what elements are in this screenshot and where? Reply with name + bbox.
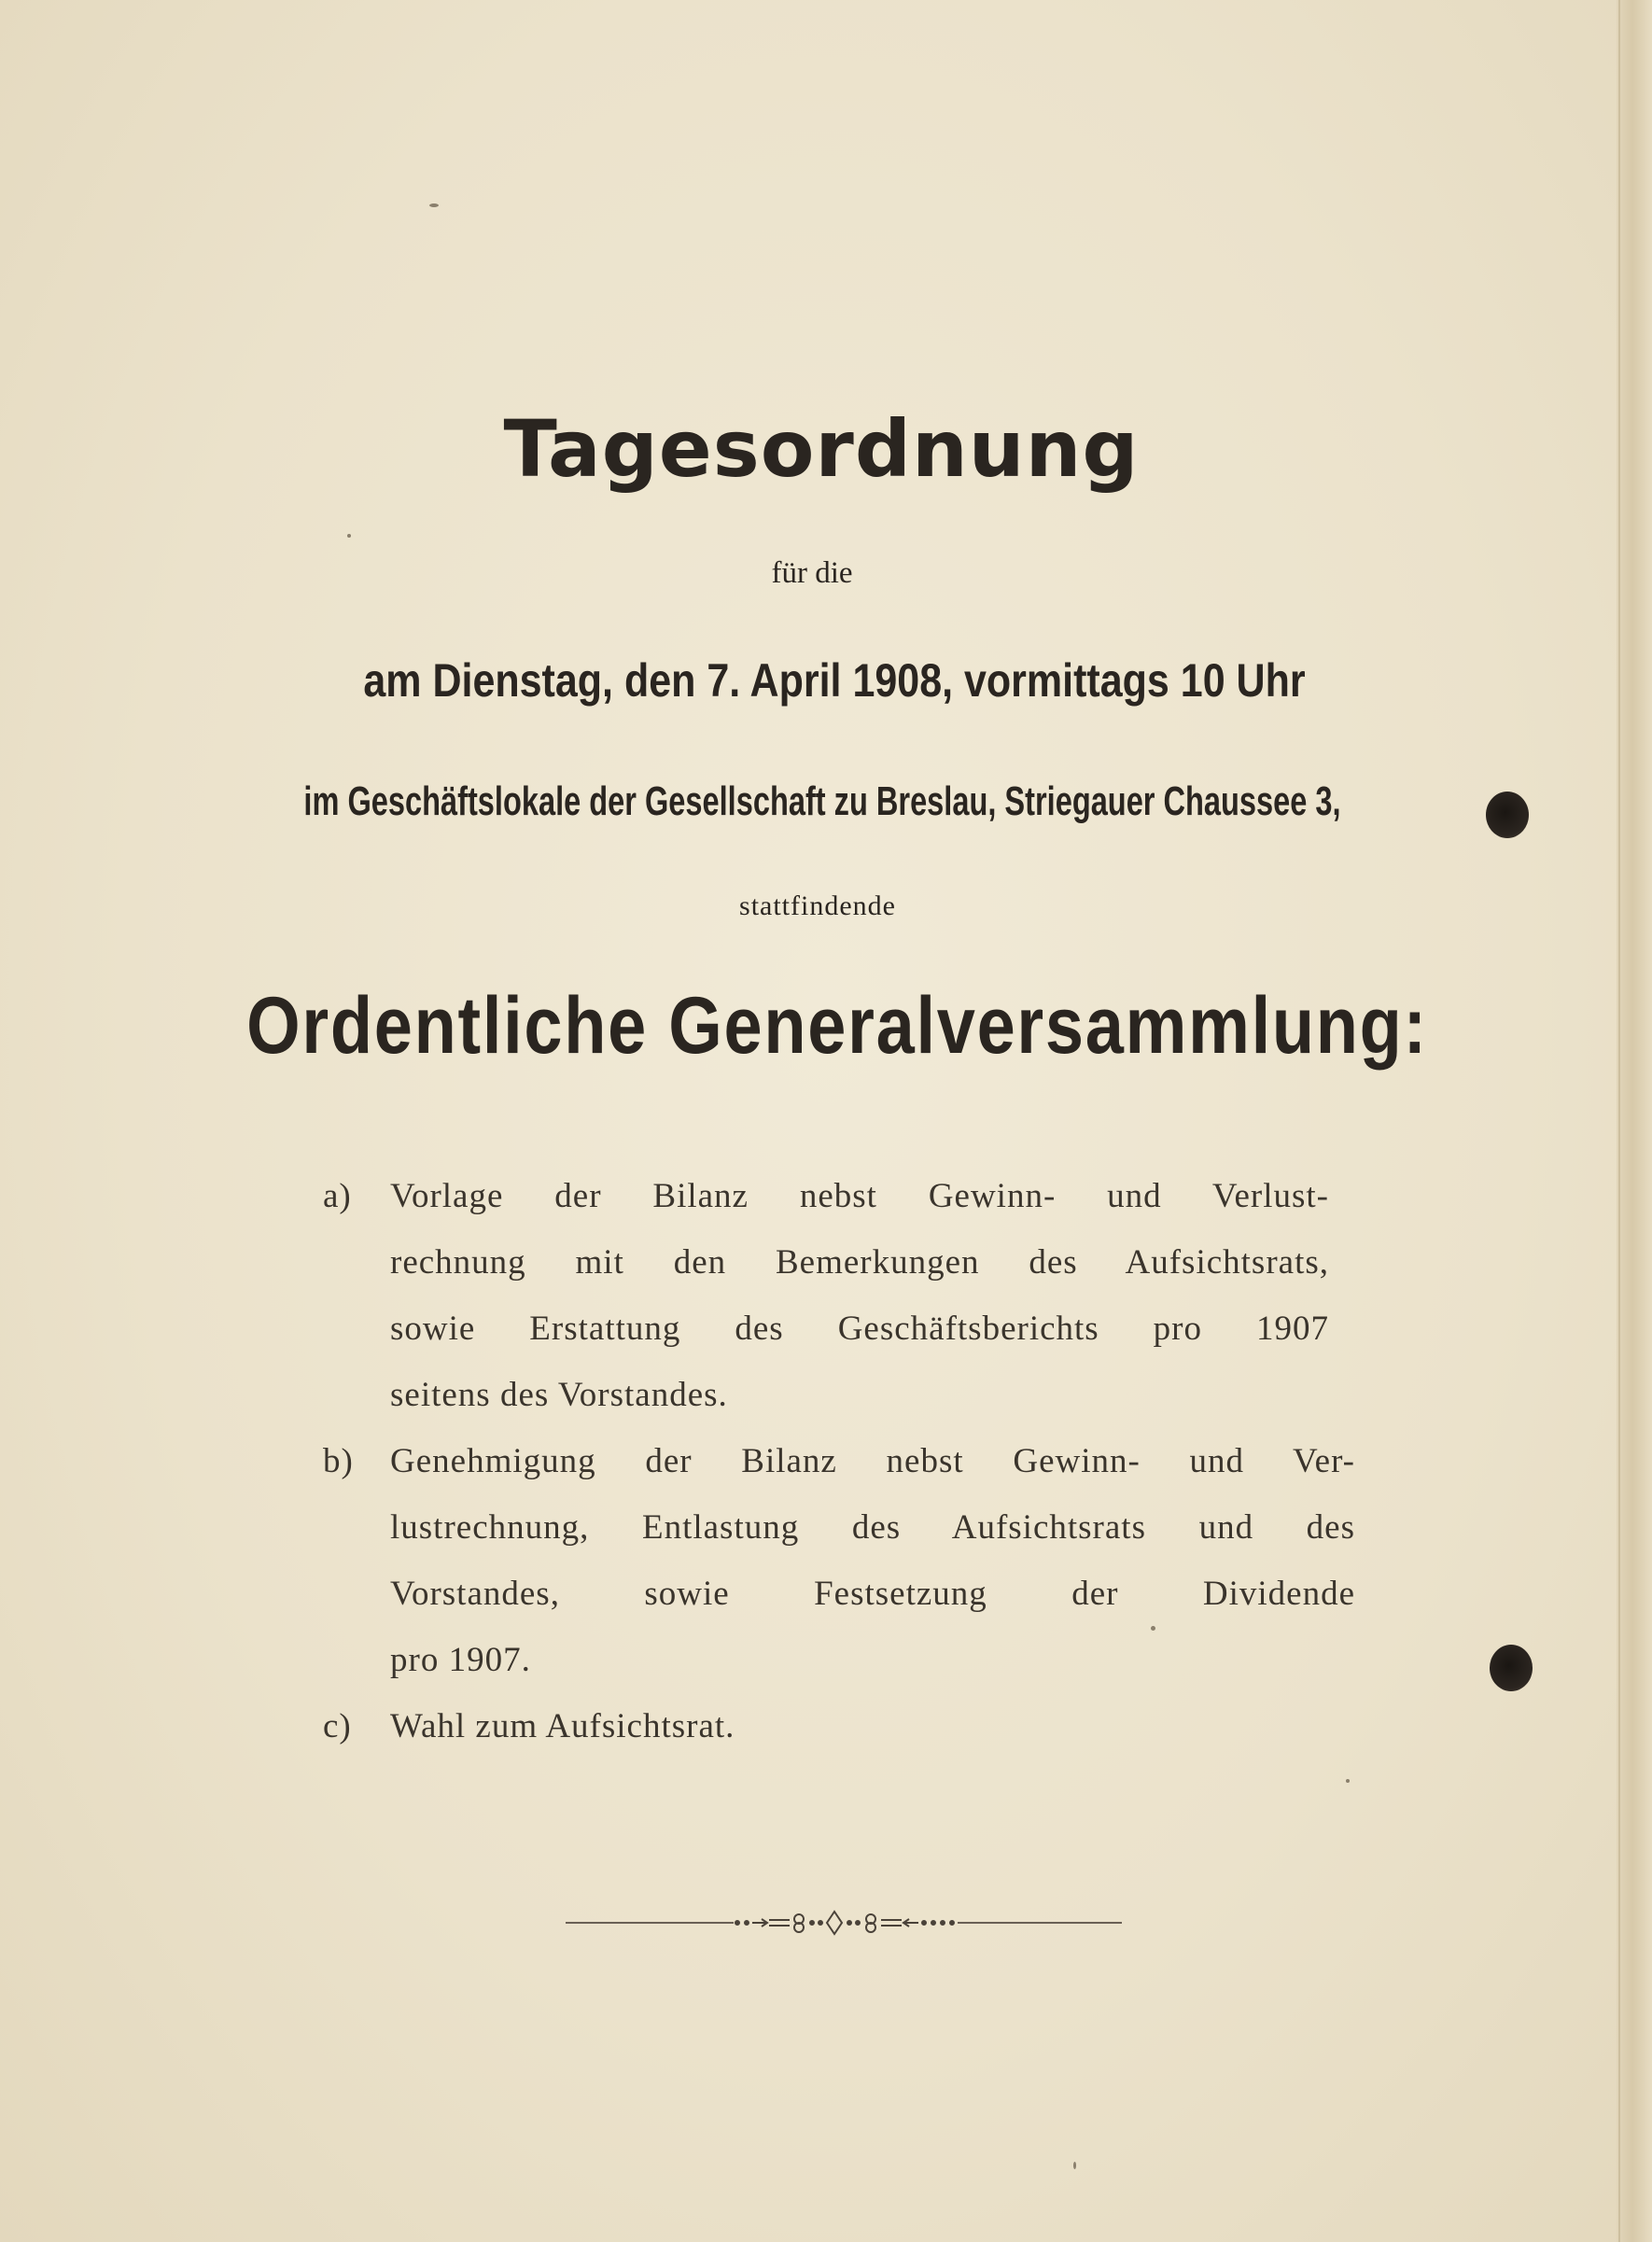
subtitle-stattfindende: stattfindende	[739, 890, 896, 921]
agenda-item-line: sowie Erstattung des Geschäftsberichts pro 1907	[390, 1310, 1329, 1348]
paper-speck	[1073, 2162, 1076, 2169]
agenda-item-c	[323, 1693, 1359, 1759]
agenda-item-letter: c)	[323, 1707, 352, 1745]
agenda-item-line: Wahl zum Aufsichtsrat.	[390, 1707, 735, 1745]
subtitle-fuer-die: für die	[771, 556, 853, 590]
flourish-icon	[724, 1904, 963, 1941]
meeting-location: im Geschäftslokale der Gesellschaft zu Breslau, Striegauer Chaussee 3,	[303, 778, 1341, 824]
paper-speck	[347, 534, 351, 538]
agenda-item-letter: a)	[323, 1177, 352, 1215]
agenda-item-line: Genehmigung der Bilanz nebst Gewinn- und Ver-	[390, 1442, 1355, 1480]
agenda-list	[323, 1163, 1359, 1759]
punch-hole-bottom	[1490, 1645, 1533, 1691]
divider-rule-left	[566, 1922, 734, 1924]
agenda-item-letter: b)	[323, 1442, 354, 1480]
punch-hole-top	[1486, 792, 1529, 838]
agenda-item-a	[323, 1163, 1359, 1428]
paper-speck	[1346, 1779, 1350, 1783]
agenda-item-line: seitens des Vorstandes.	[390, 1376, 728, 1414]
divider-rule-right	[958, 1922, 1122, 1924]
ornamental-divider	[566, 1904, 1122, 1941]
meeting-date: am Dienstag, den 7. April 1908, vormittags 10 Uhr	[363, 654, 1306, 707]
agenda-item-line: rechnung mit den Bemerkungen des Aufsichtsrats,	[390, 1243, 1329, 1282]
page-title: Tagesordnung	[503, 403, 1140, 495]
agenda-item-line: lustrechnung, Entlastung des Aufsichtsrats und des	[390, 1508, 1355, 1547]
assembly-heading: Ordentliche Generalversammlung:	[246, 981, 1428, 1071]
agenda-item-line: Vorlage der Bilanz nebst Gewinn- und Verlust-	[390, 1177, 1329, 1215]
agenda-item-b	[323, 1428, 1359, 1693]
page-edge	[1617, 0, 1652, 2242]
paper-speck	[429, 203, 439, 207]
agenda-item-line: pro 1907.	[390, 1641, 531, 1679]
agenda-item-line: Vorstandes, sowie Festsetzung der Dividende	[390, 1575, 1355, 1613]
page-edge-line	[1618, 0, 1620, 2242]
